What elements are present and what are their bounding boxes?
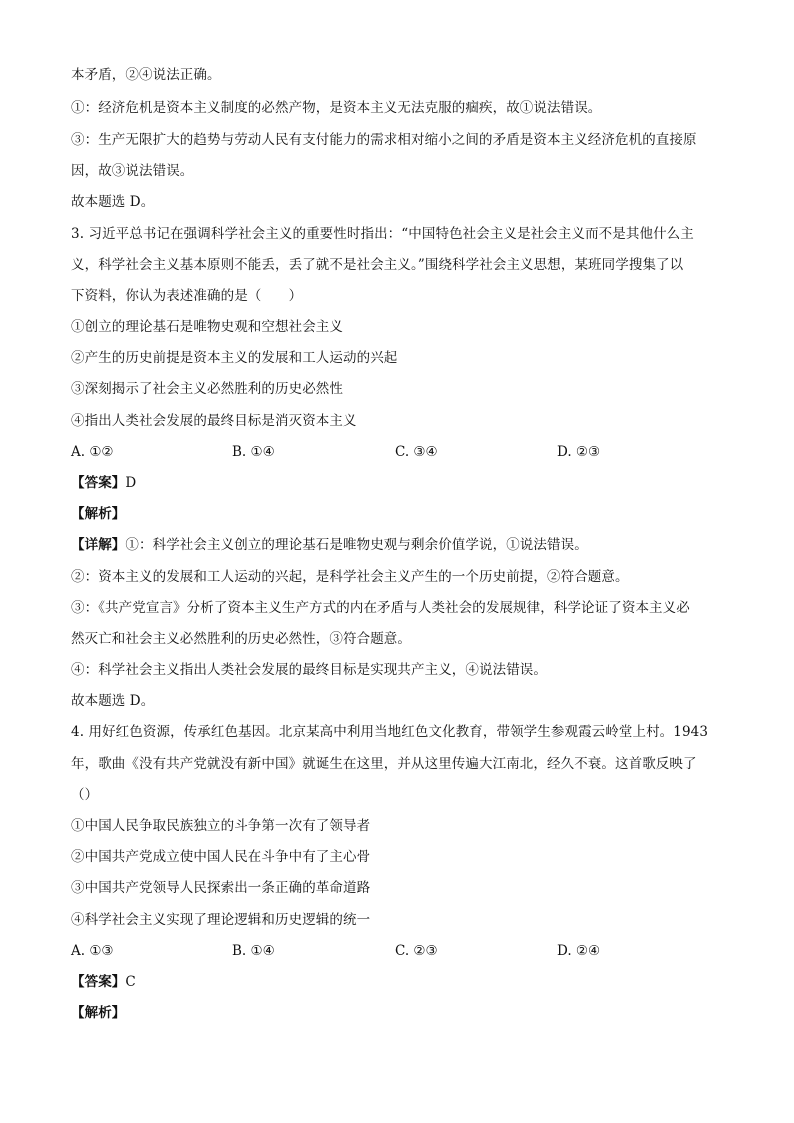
- question-4-option-a: A. ①③: [71, 943, 114, 959]
- question-4-option-d: D. ②④: [557, 943, 601, 959]
- question-3-stem: 下资料，你认为表述准确的是（ ）: [71, 288, 303, 304]
- question-3-statement: ③深刻揭示了社会主义必然胜利的历史必然性: [71, 381, 343, 397]
- question-3-detail-line: ②：资本主义的发展和工人运动的兴起，是科学社会主义产生的一个历史前提，②符合题意。: [71, 569, 629, 585]
- question-3-option-a: A. ①②: [71, 444, 114, 460]
- question-4-statement: ③中国共产党领导人民探索出一条正确的革命道路: [71, 880, 371, 896]
- question-3-option-d: D. ②③: [557, 444, 601, 460]
- question-4-analysis-tag: 【解析】: [71, 1005, 126, 1021]
- question-4-stem: 年，歌曲《没有共产党就没有新中国》就诞生在这里，并从这里传遍大江南北，经久不衰。这首歌反映了: [71, 756, 697, 772]
- question-3-detail-line: ④：科学社会主义指出人类社会发展的最终目标是实现共产主义，④说法错误。: [71, 662, 547, 678]
- question-4-stem: （）: [71, 787, 99, 803]
- answer-value: D: [125, 475, 137, 491]
- answer-tag: 【答案】: [71, 974, 126, 990]
- question-3-detail-line: 故本题选 D。: [71, 693, 155, 709]
- question-3-statement: ②产生的历史前提是资本主义的发展和工人运动的兴起: [71, 350, 398, 366]
- question-3-option-c: C. ③④: [395, 444, 438, 460]
- question-3-answer: [71, 474, 136, 492]
- detail-tag: 【详解】: [71, 537, 126, 553]
- question-3-detail-line: ③：《共产党宣言》分析了资本主义生产方式的内在矛盾与人类社会的发展规律，科学论证了资本主义必: [71, 600, 690, 616]
- question-4-answer: [71, 973, 136, 991]
- question-4-statement: ①中国人民争取民族独立的斗争第一次有了领导者: [71, 818, 371, 834]
- text-line: 本矛盾，②④说法正确。: [71, 67, 221, 83]
- question-3-stem: 3. 习近平总书记在强调科学社会主义的重要性时指出：“中国特色社会主义是社会主义而不是其他什么主: [71, 226, 694, 242]
- answer-tag: 【答案】: [71, 475, 126, 491]
- question-4-option-b: B. ①④: [232, 943, 275, 959]
- text-line: ③：生产无限扩大的趋势与劳动人民有支付能力的需求相对缩小之间的矛盾是资本主义经济危机的直接原: [71, 132, 697, 148]
- question-4-stem: 4. 用好红色资源，传承红色基因。北京某高中利用当地红色文化教育，带领学生参观霞云岭堂上村。1943: [71, 724, 709, 740]
- question-3-detail-line: 然灭亡和社会主义必然胜利的历史必然性，③符合题意。: [71, 631, 411, 647]
- question-4-option-c: C. ②③: [395, 943, 438, 959]
- answer-value: C: [125, 974, 136, 990]
- question-4-statement: ④科学社会主义实现了理论逻辑和历史逻辑的统一: [71, 912, 371, 928]
- question-3-detail: [71, 536, 588, 554]
- text-line: 故本题选 D。: [71, 194, 155, 210]
- question-3-stem: 义，科学社会主义基本原则不能丢，丢了就不是社会主义。”围绕科学社会主义思想，某班同学搜集了以: [71, 257, 684, 273]
- question-3-option-b: B. ①④: [232, 444, 275, 460]
- text-line: ①：经济危机是资本主义制度的必然产物，是资本主义无法克服的痼疾，故①说法错误。: [71, 100, 602, 116]
- question-3-analysis-tag: 【解析】: [71, 506, 126, 522]
- question-3-statement: ①创立的理论基石是唯物史观和空想社会主义: [71, 319, 343, 335]
- question-3-statement: ④指出人类社会发展的最终目标是消灭资本主义: [71, 413, 357, 429]
- question-4-statement: ②中国共产党成立使中国人民在斗争中有了主心骨: [71, 849, 371, 865]
- text-line: 因，故③说法错误。: [71, 163, 194, 179]
- detail-text: ①：科学社会主义创立的理论基石是唯物史观与剩余价值学说，①说法错误。: [125, 537, 588, 553]
